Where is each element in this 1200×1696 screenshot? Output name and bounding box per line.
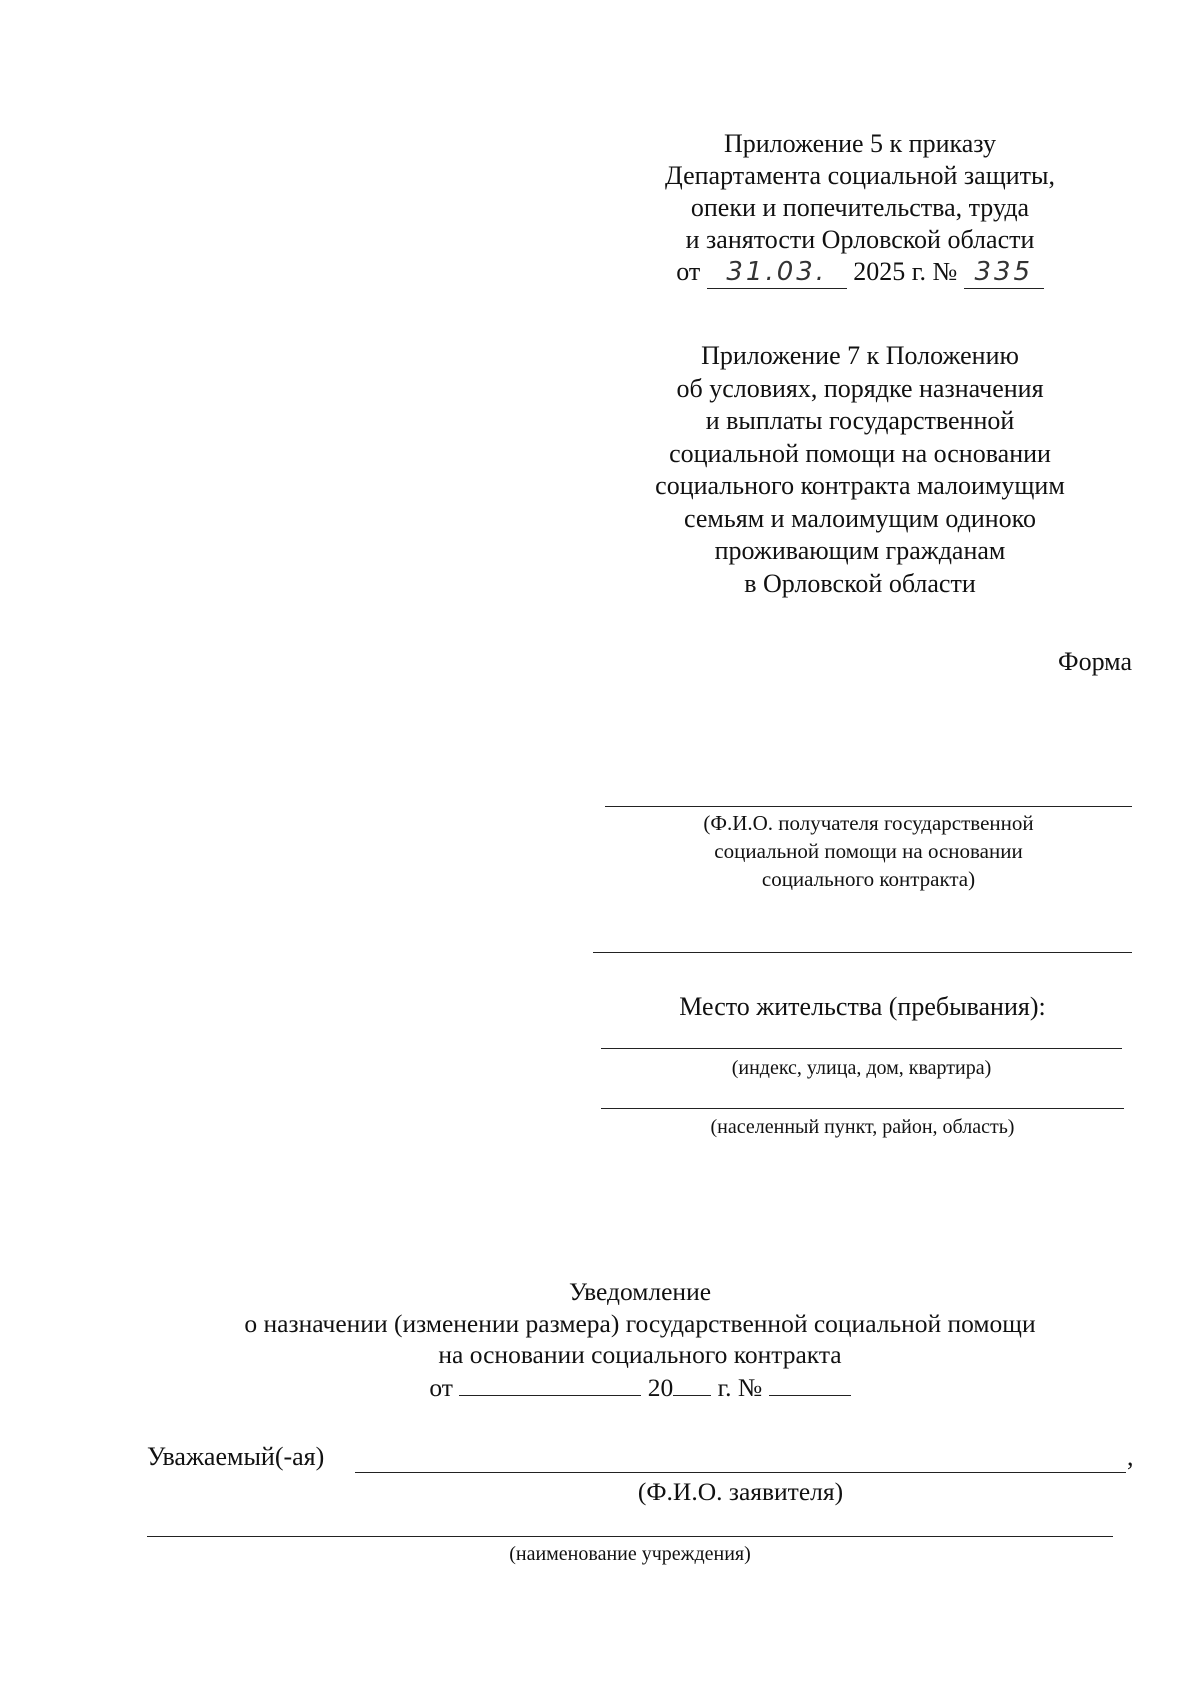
notice-year-prefix: 20 — [647, 1372, 674, 1402]
salutation-caption: (Ф.И.О. заявителя) — [637, 1477, 844, 1506]
notice-subtitle-line: о назначении (изменении размера) государственной социальной помощи — [244, 1308, 1036, 1338]
notice-title: Уведомление — [568, 1277, 712, 1306]
salutation-comma: , — [1127, 1442, 1134, 1471]
notice — [100, 1276, 1180, 1403]
recipient-extra-line — [593, 952, 1132, 953]
salutation-name-line — [355, 1472, 1126, 1473]
form-label: Форма — [1058, 647, 1132, 676]
recipient-caption — [605, 809, 1132, 893]
order-year: 2025 г. № — [853, 257, 958, 286]
recipient-caption-line: социальной помощи на основании — [714, 839, 1023, 863]
institution-line — [147, 1536, 1113, 1537]
notice-date-field — [459, 1371, 641, 1396]
regulation-appendix-line: Приложение 7 к Положению — [701, 341, 1019, 370]
regulation-appendix-line: в Орловской области — [744, 568, 976, 598]
notice-number-field — [769, 1371, 851, 1396]
salutation-text: Уважаемый(-ая) — [147, 1442, 325, 1471]
recipient-name-line — [605, 806, 1132, 807]
order-date-handwritten: 31.03. — [707, 256, 847, 289]
regulation-appendix — [620, 340, 1100, 600]
regulation-appendix-line: социального контракта малоимущим — [655, 471, 1065, 500]
regulation-appendix-line: и выплаты государственной — [705, 406, 1015, 435]
order-appendix — [620, 128, 1100, 289]
notice-year-field — [673, 1371, 711, 1396]
notice-year-suffix: г. № — [717, 1372, 763, 1402]
order-appendix-line: Департамента социальной защиты, — [665, 161, 1055, 190]
order-number-handwritten: 335 — [964, 256, 1044, 289]
regulation-appendix-line: семьям и малоимущим одиноко — [684, 503, 1036, 533]
recipient-caption-line: социального контракта) — [761, 867, 976, 891]
order-date-line — [620, 256, 1100, 289]
order-date-prefix: от — [676, 257, 701, 286]
recipient-caption-line: (Ф.И.О. получателя государственной — [703, 811, 1034, 835]
order-appendix-line: и занятости Орловской области — [685, 225, 1035, 254]
notice-date-prefix: от — [429, 1372, 453, 1402]
notice-subtitle-line: на основании социального контракта — [438, 1340, 842, 1369]
residence-locality-line — [601, 1108, 1124, 1109]
residence-label: Место жительства (пребывания): — [679, 992, 1046, 1021]
regulation-appendix-line: об условиях, порядке назначения — [676, 373, 1044, 403]
institution-caption: (наименование учреждения) — [509, 1543, 751, 1565]
residence-address-line — [601, 1048, 1122, 1049]
notice-date-line — [100, 1371, 1180, 1404]
regulation-appendix-line: социальной помощи на основании — [669, 438, 1051, 468]
order-appendix-line: опеки и попечительства, труда — [690, 193, 1030, 222]
regulation-appendix-line: проживающим гражданам — [714, 536, 1006, 565]
residence-locality-caption: (населенный пункт, район, область) — [710, 1116, 1015, 1138]
residence-address-caption: (индекс, улица, дом, квартира) — [731, 1057, 992, 1079]
order-appendix-line: Приложение 5 к приказу — [723, 129, 996, 158]
